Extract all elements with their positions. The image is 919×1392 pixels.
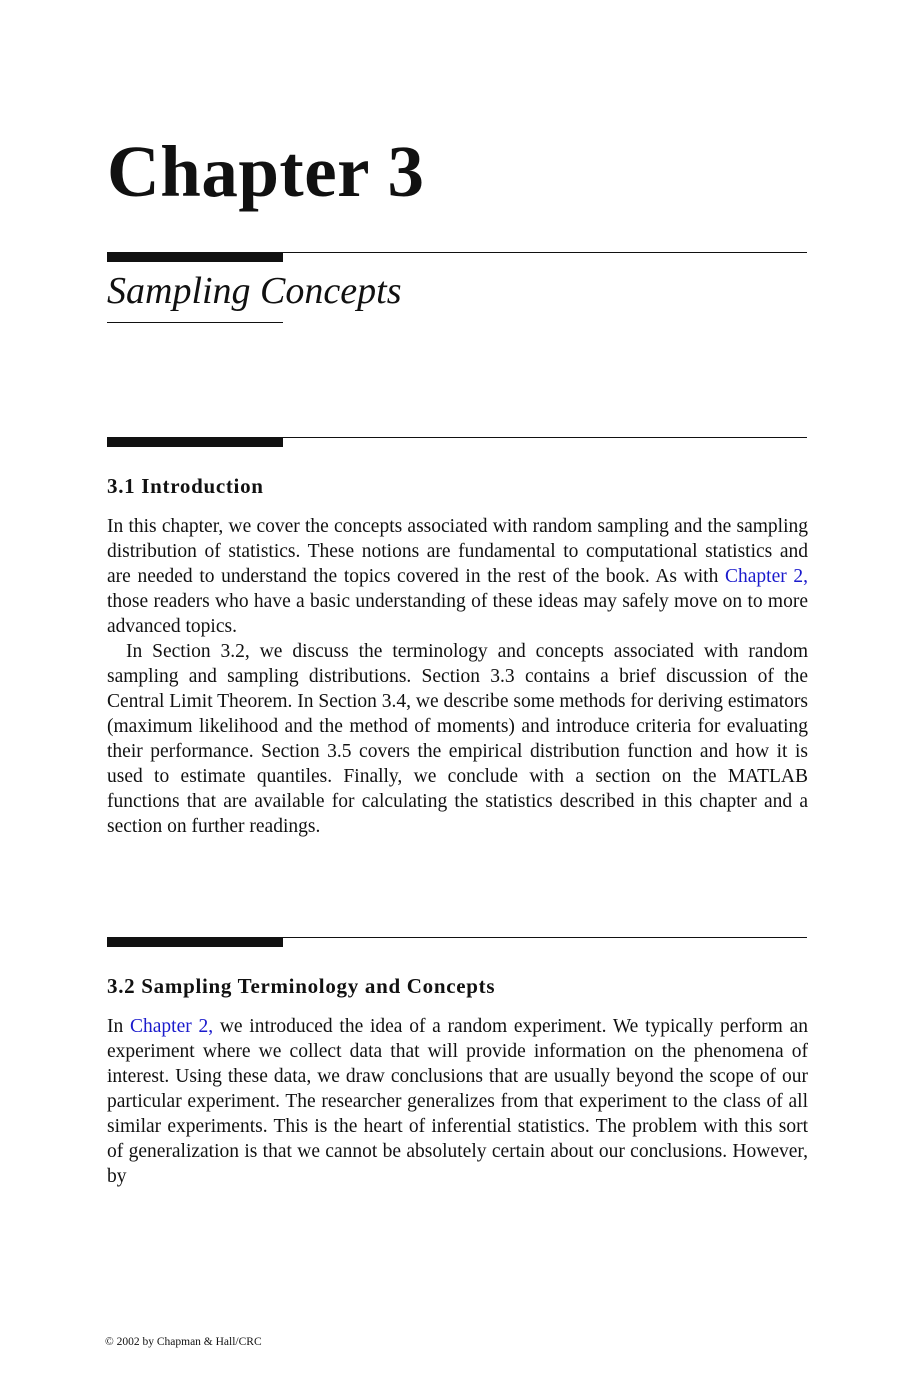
paragraph-text: we introduced the idea of a random experiment. We typically perform an experiment where we collect data that will provide information on the phenomena of interest. Using these data, we draw conclusions that are usually beyond the scope of our particular experiment. The researcher generalizes from that experiment to the class of all similar experiments. This is the heart of inferential statistics. The problem with this sort of generalization is that we cannot be absolutely certain about our conclusions. However, by	[107, 1016, 808, 1187]
chapter-2-link[interactable]: Chapter 2,	[129, 1016, 214, 1037]
paragraph-text: In this chapter, we cover the concepts associated with random sampling and the sampling distribution of statistics. These notions are fundamental to computational statistics and are needed to understand the topics covered in the rest of the book. As with	[107, 516, 808, 587]
chapter-rule-thick	[107, 252, 283, 262]
intro-paragraph-2: In Section 3.2, we discuss the terminology and concepts associated with random sampling and sampling distributions. Section 3.3 contains a brief discussion of the Central Limit Theorem. In Section 3.4, we describe some methods for deriving estimators (maximum likelihood and the method of moments) and introduce criteria for evaluating their performance. Section 3.5 covers the empirical distribution function and how it is used to estimate quantiles. Finally, we conclude with a section on the MATLAB functions that are available for calculating the statistics described in this chapter and a section on further readings.	[107, 641, 808, 837]
section-rule-thick	[107, 437, 283, 447]
section-heading-sampling-terminology: 3.2 Sampling Terminology and Concepts	[107, 974, 496, 998]
chapter-subtitle: Sampling Concepts	[107, 270, 402, 312]
footer-copyright: © 2002 by Chapman & Hall/CRC	[105, 1336, 262, 1348]
intro-paragraph-1	[107, 514, 808, 639]
chapter-2-link[interactable]: Chapter 2,	[724, 566, 808, 587]
sampling-paragraph-1	[107, 1014, 808, 1189]
section-rule-thick	[107, 937, 283, 947]
paragraph-text: those readers who have a basic understanding of these ideas may safely move on to more advanced topics.	[107, 591, 808, 637]
chapter-title: Chapter 3	[107, 131, 425, 212]
paragraph-text: In	[107, 1016, 130, 1037]
subtitle-underline	[107, 322, 283, 323]
section-heading-introduction: 3.1 Introduction	[107, 474, 264, 498]
